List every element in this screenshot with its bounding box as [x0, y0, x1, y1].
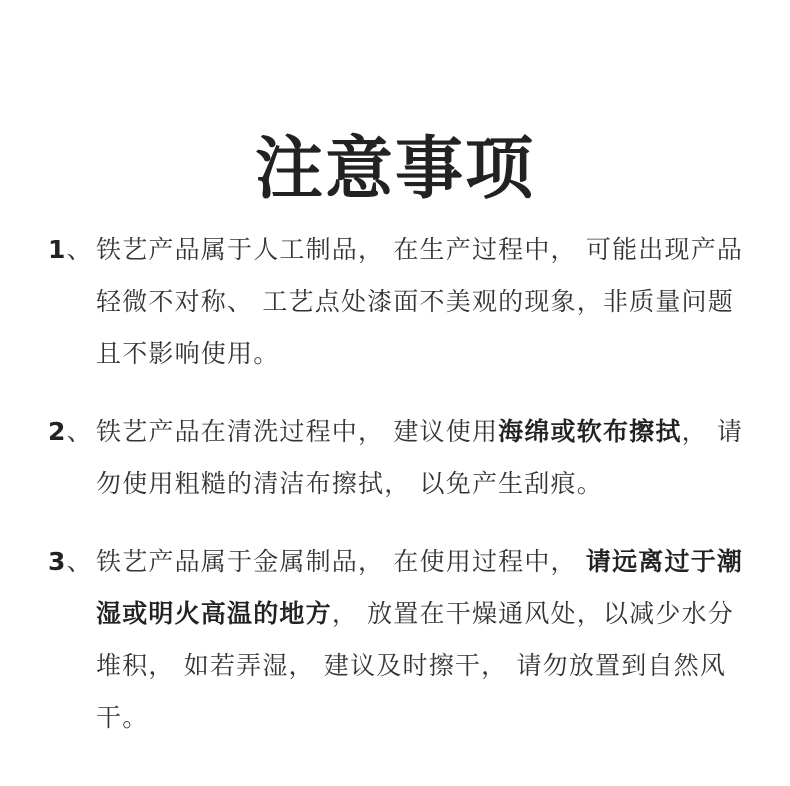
note-text: ， 请勿使用粗糙的清洁布擦拭， 以免产生刮痕。	[96, 417, 744, 498]
notes-list	[48, 224, 760, 744]
note-item-2	[48, 406, 760, 510]
note-emphasis: 请远离过于潮湿或明火高温的地方	[96, 547, 744, 628]
note-item-3	[48, 536, 760, 744]
note-number-separator: 、	[66, 235, 93, 264]
note-number	[48, 224, 93, 276]
note-number	[48, 536, 93, 588]
note-number	[48, 406, 93, 458]
page-title: 注意事项	[254, 129, 535, 209]
note-number-digit: 3	[48, 547, 67, 576]
note-number-digit: 2	[48, 417, 67, 446]
note-item-1	[48, 224, 760, 380]
note-text: ， 放置在干燥通风处，以减少水分堆积， 如若弄湿， 建议及时擦干， 请勿放置到自然风干。	[96, 599, 734, 732]
note-number-separator: 、	[66, 547, 93, 576]
note-number-digit: 1	[48, 235, 67, 264]
note-number-separator: 、	[66, 417, 93, 446]
note-text: 铁艺产品属于金属制品， 在使用过程中，	[96, 547, 586, 576]
note-text: 铁艺产品在清洗过程中， 建议使用	[96, 417, 499, 446]
note-emphasis: 海绵或软布擦拭	[498, 417, 682, 446]
note-text: 铁艺产品属于人工制品， 在生产过程中， 可能出现产品轻微不对称、 工艺点处漆面不美观的现象，非质量问题且不影响使用。	[96, 235, 744, 368]
